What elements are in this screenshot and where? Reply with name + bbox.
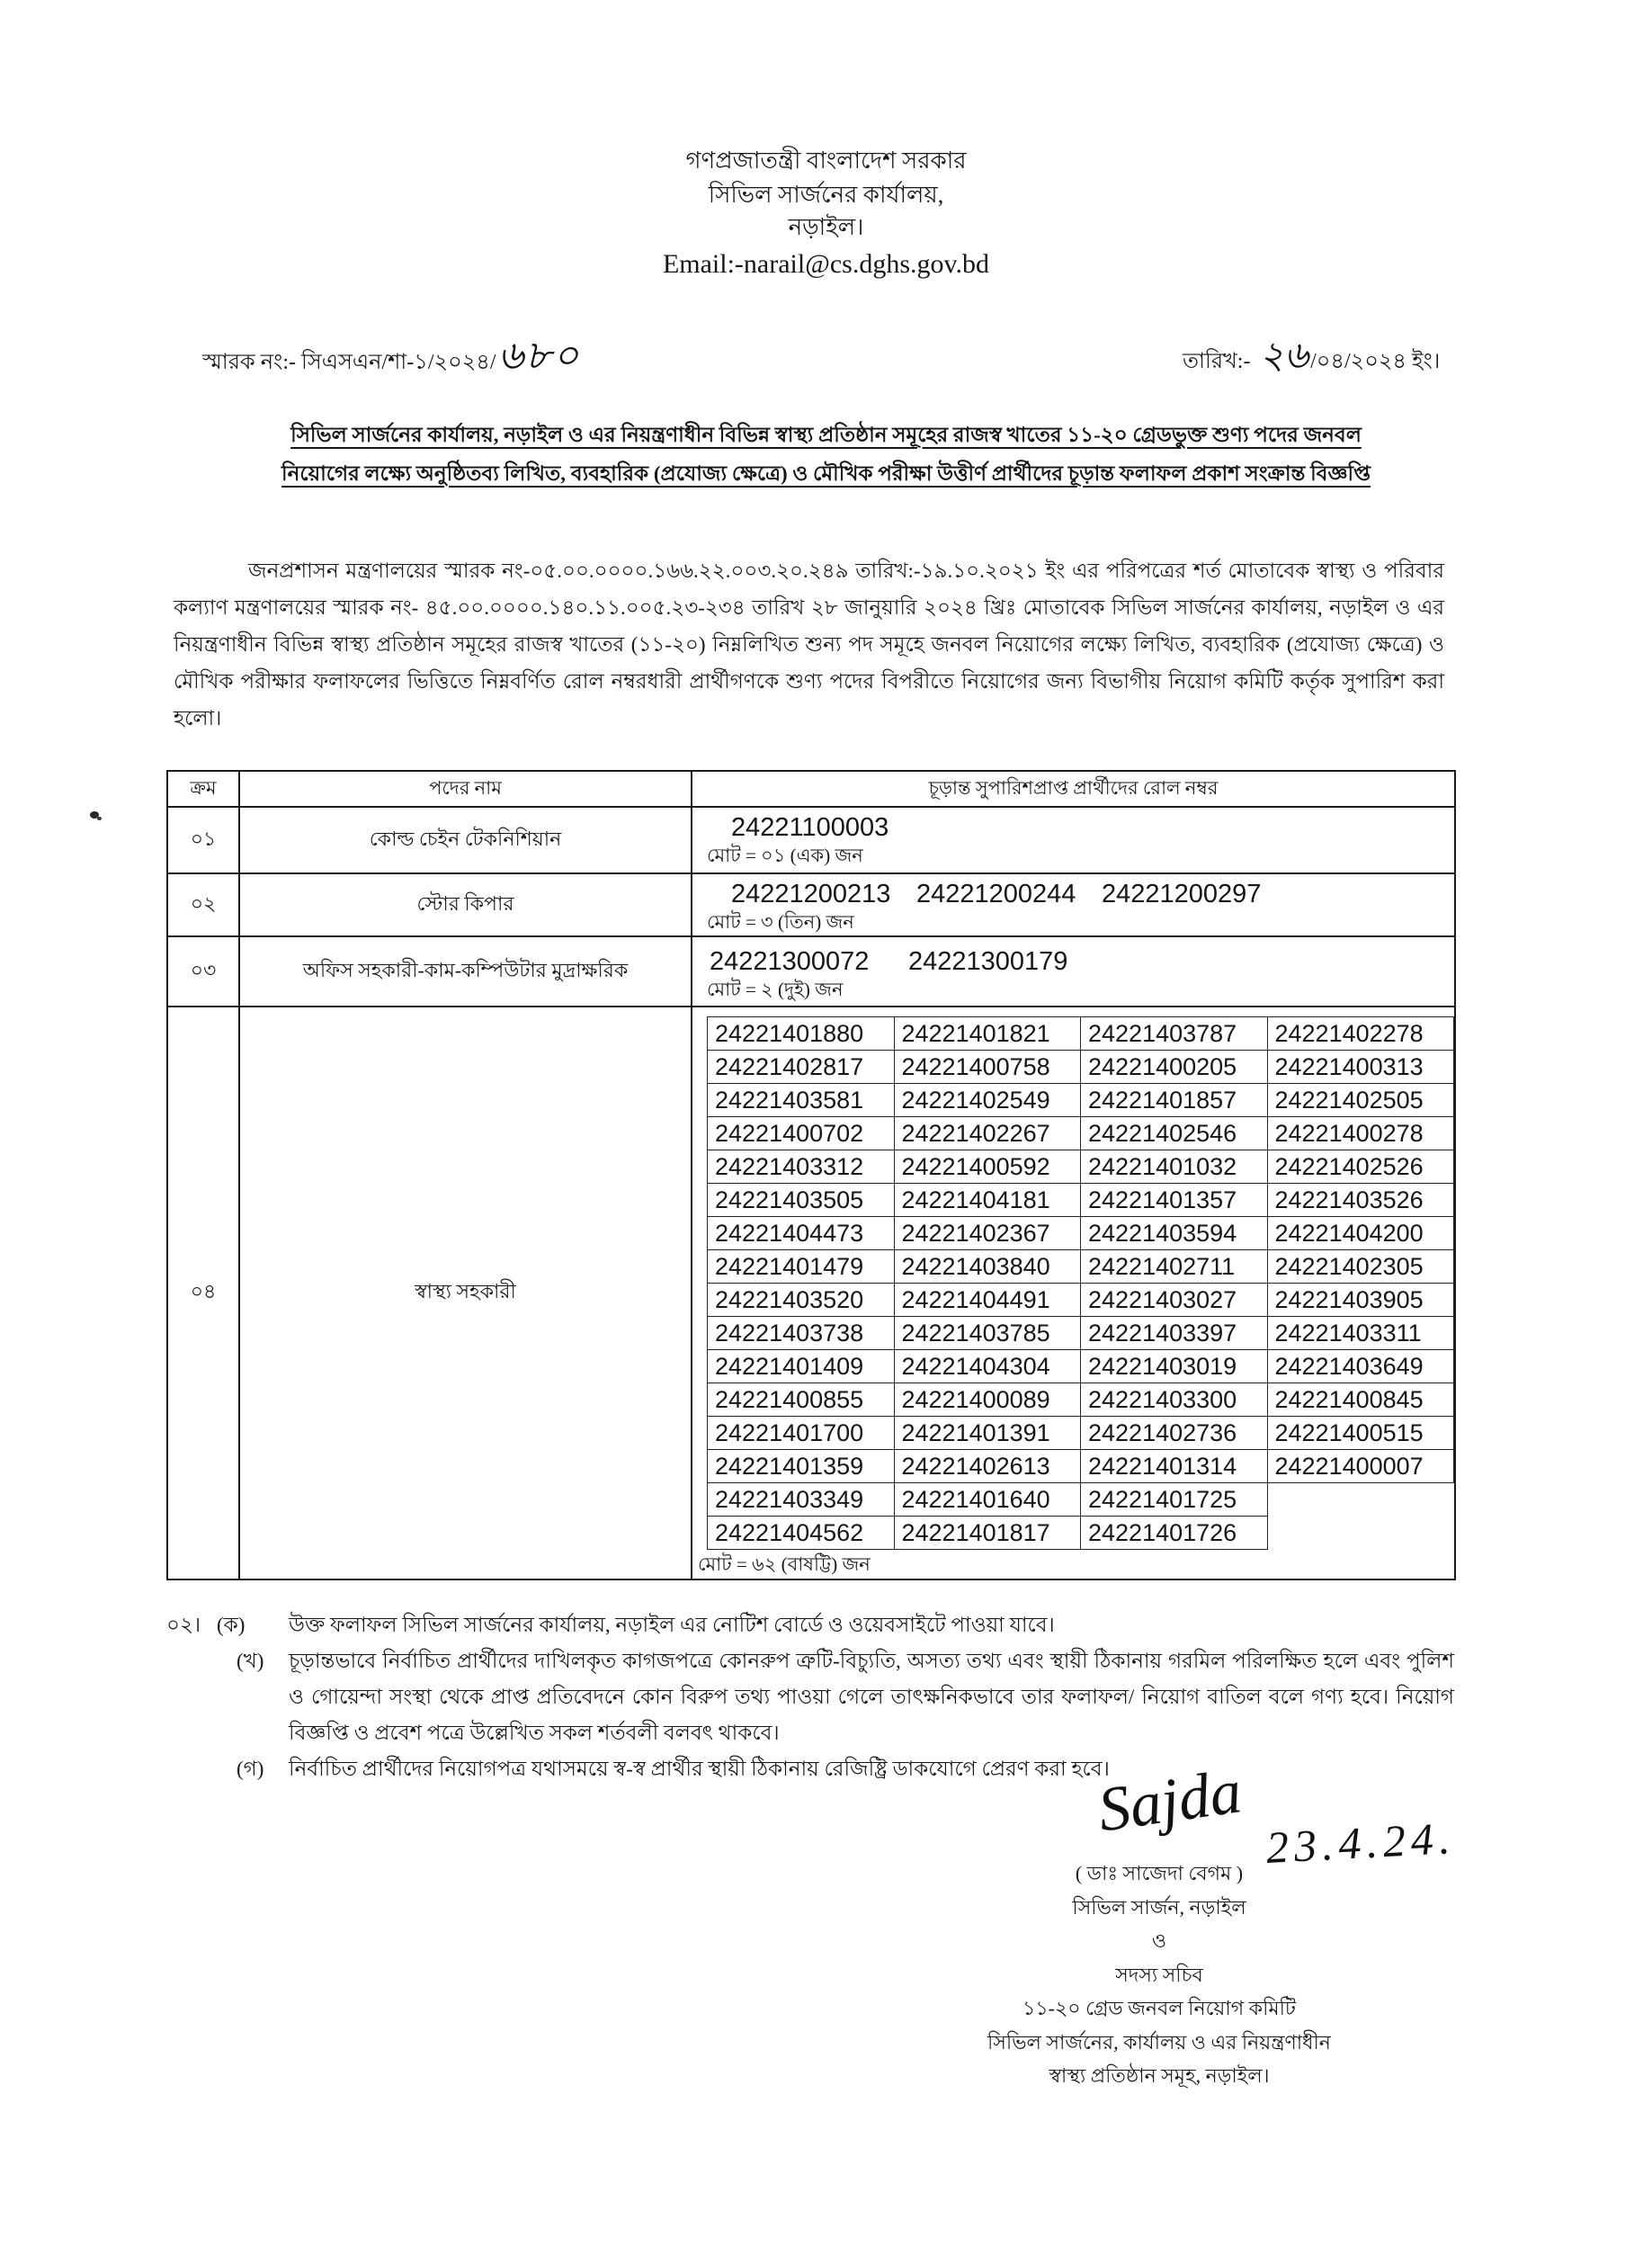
roll-number-cell: 24221402736 (1081, 1417, 1268, 1450)
roll-number-cell: 24221404200 (1267, 1217, 1454, 1250)
roll-number-cell: 24221400515 (1267, 1417, 1454, 1450)
roll-number-cell: 24221402505 (1267, 1084, 1454, 1117)
roll-number-cell: 24221400845 (1267, 1383, 1454, 1417)
roll-number-cell: 24221402549 (894, 1084, 1081, 1117)
row-rolls (692, 873, 1455, 936)
signatory-institutions: স্বাস্থ্য প্রতিষ্ঠান সমূহ, নড়াইল। (1049, 2064, 1270, 2087)
roll-grid-row (708, 1317, 1454, 1350)
handwritten-signature: Sajda (1094, 1757, 1246, 1846)
row-serial: ০১ (167, 807, 239, 873)
header-serial: ক্রম (167, 771, 239, 807)
roll-number: 24221200244 (916, 880, 1076, 908)
date-line (1183, 326, 1440, 376)
notes-section (166, 1607, 1454, 1787)
roll-list (707, 879, 1454, 909)
date-day-handwritten: ২৬ (1259, 336, 1309, 377)
roll-number-cell: 24221403397 (1081, 1317, 1268, 1350)
roll-grid-row (708, 1017, 1454, 1051)
memo-number-line (202, 326, 580, 376)
roll-number-cell: 24221400007 (1267, 1450, 1454, 1483)
row-rolls (692, 1007, 1455, 1579)
header-email: Email:-narail@cs.dghs.gov.bd (662, 249, 990, 279)
roll-number-cell: 24221403027 (1081, 1284, 1268, 1317)
roll-number-cell: 24221402817 (708, 1051, 895, 1084)
row-serial: ০৩ (167, 936, 239, 1007)
roll-number-cell: 24221401479 (708, 1250, 895, 1284)
roll-number-cell: 24221403312 (708, 1150, 895, 1184)
roll-number-cell: 24221401391 (894, 1417, 1081, 1450)
roll-number-cell: 24221403349 (708, 1483, 895, 1517)
memo-label: স্মারক নং:- সিএসএন/শা-১/২০২৪/ (202, 351, 496, 374)
note-item (166, 1607, 1454, 1643)
table-row (167, 1007, 1455, 1579)
roll-number-cell: 24221401880 (708, 1017, 895, 1051)
roll-grid-row (708, 1184, 1454, 1217)
roll-number-cell: 24221400278 (1267, 1117, 1454, 1150)
note-text: চূড়ান্তভাবে নির্বাচিত প্রার্থীদের দাখিলকৃত কাগজপত্রে কোনরুপ ত্রুটি-বিচ্যুতি, অসত্য তথ্য এবং স্থায়ী ঠিকানায় গরমিল পরিলক্ষিত হলে এবং পুলিশ ও গোয়েন্দা সংস্থা থেকে প্রাপ্ত প্রতিবেদনে কোন বিরুপ তথ্য পাওয়া গেলে তাৎক্ষনিকভাবে তার ফলাফল/ নিয়োগ বাতিল বলে গণ্য হবে। নিয়োগ বিজ্ঞপ্তি ও প্রবেশ পত্রে উল্লেখিত সকল শর্তবলী বলবৎ থাকবে। (289, 1650, 1454, 1744)
row-post: স্বাস্থ্য সহকারী (239, 1007, 692, 1579)
roll-number-cell: 24221403526 (1267, 1184, 1454, 1217)
notice-title (135, 416, 1517, 493)
table-row (167, 936, 1455, 1007)
roll-grid-row (708, 1350, 1454, 1383)
roll-grid-row (708, 1084, 1454, 1117)
title-line-2: নিয়োগের লক্ষ্যে অনুষ্ঠিতব্য লিখিত, ব্যবহারিক (প্রযোজ্য ক্ষেত্রে) ও মৌখিক পরীক্ষা উত্তীর্ণ প্রার্থীদের চূড়ান্ত ফলাফল প্রকাশ সংক্রান্ত বিজ্ঞপ্তি (281, 462, 1371, 485)
header-post: পদের নাম (239, 771, 692, 807)
roll-grid-row (708, 1383, 1454, 1417)
roll-number: 24221300072 (710, 947, 870, 976)
roll-number-cell: 24221403738 (708, 1317, 895, 1350)
header-district: নড়াইল। (788, 214, 864, 240)
roll-number-cell: 24221401817 (894, 1517, 1081, 1550)
roll-number: 24221200297 (1102, 880, 1262, 908)
row-rolls (692, 936, 1455, 1007)
signatory-office: সিভিল সার্জনের, কার্যালয় ও এর নিয়ন্ত্রণাধীন (987, 2030, 1331, 2054)
roll-number-cell: 24221402367 (894, 1217, 1081, 1250)
note-text: নির্বাচিত প্রার্থীদের নিয়োগপত্র যথাসময়ে স্ব-স্ব প্রার্থীর স্থায়ী ঠিকানায় রেজিষ্ট্রি ডাকযোগে প্রেরণ করা হবে। (289, 1758, 1110, 1780)
roll-number-cell: 24221401357 (1081, 1184, 1268, 1217)
table-row (167, 873, 1455, 936)
signatory-name: ( ডাঃ সাজেদা বেগম ) (1075, 1862, 1244, 1884)
note-marker: (ক) (217, 1614, 246, 1636)
signatory-role: সদস্য সচিব (1115, 1963, 1203, 1986)
roll-grid-row (708, 1483, 1454, 1517)
roll-number-cell: 24221400313 (1267, 1051, 1454, 1084)
roll-number-cell: 24221403520 (708, 1284, 895, 1317)
row-total: মোট = ০১ (এক) জন (707, 845, 863, 866)
roll-number-cell: 24221404562 (708, 1517, 895, 1550)
note-marker: (খ) (237, 1650, 264, 1672)
results-table (166, 770, 1456, 1580)
roll-number-grid (707, 1016, 1454, 1550)
row-serial: ০৪ (167, 1007, 239, 1579)
roll-number-cell: 24221403840 (894, 1250, 1081, 1284)
roll-number-cell: 24221402546 (1081, 1117, 1268, 1150)
table-row (167, 807, 1455, 873)
row-rolls (692, 807, 1455, 873)
signatory-committee: ১১-২০ গ্রেড জনবল নিয়োগ কমিটি (1022, 1997, 1296, 2019)
roll-number-cell: 24221401359 (708, 1450, 895, 1483)
roll-grid-row (708, 1450, 1454, 1483)
roll-number-cell: 24221400702 (708, 1117, 895, 1150)
roll-number-cell: 24221403505 (708, 1184, 895, 1217)
row-serial: ০২ (167, 873, 239, 936)
roll-number-cell: 24221403311 (1267, 1317, 1454, 1350)
roll-number-cell: 24221402711 (1081, 1250, 1268, 1284)
ink-blot-small (97, 817, 102, 820)
date-label: তারিখ:- (1183, 350, 1251, 373)
row-total: মোট = ৩ (তিন) জন (707, 911, 854, 933)
roll-number-cell: 24221404181 (894, 1184, 1081, 1217)
roll-list (707, 812, 1454, 843)
roll-number-cell: 24221402613 (894, 1450, 1081, 1483)
date-rest: /০৪/২০২৪ ইং। (1310, 350, 1441, 373)
roll-grid-row (708, 1517, 1454, 1550)
row-post: স্টোর কিপার (239, 873, 692, 936)
header-office: সিভিল সার্জনের কার্যালয়, (708, 182, 944, 208)
roll-number-cell: 24221402278 (1267, 1017, 1454, 1051)
title-line-1: সিভিল সার্জনের কার্যালয়, নড়াইল ও এর নিয়ন্ত্রণাধীন বিভিন্ন স্বাস্থ্য প্রতিষ্ঠান সমূহের রাজস্ব খাতের ১১-২০ গ্রেডভুক্ত শুণ্য পদের জনবল (290, 424, 1362, 446)
roll-number-cell: 24221400592 (894, 1150, 1081, 1184)
handwritten-signature-date: 23.4.24. (1264, 1812, 1457, 1873)
empty-cell (1267, 1517, 1454, 1550)
roll-number-cell: 24221401314 (1081, 1450, 1268, 1483)
note-text: উক্ত ফলাফল সিভিল সার্জনের কার্যালয়, নড়াইল এর নোটিশ বোর্ডে ও ওয়েবসাইটে পাওয়া যাবে। (289, 1614, 1055, 1636)
roll-number-cell: 24221402305 (1267, 1250, 1454, 1284)
roll-number-cell: 24221403300 (1081, 1383, 1268, 1417)
row-post: কোল্ড চেইন টেকনিশিয়ান (239, 807, 692, 873)
signatory-conjunction: ও (1151, 1929, 1167, 1952)
roll-number-cell: 24221401640 (894, 1483, 1081, 1517)
roll-number-cell: 24221404491 (894, 1284, 1081, 1317)
roll-grid-row (708, 1417, 1454, 1450)
roll-number: 24221300179 (908, 947, 1068, 976)
roll-number-cell: 24221403785 (894, 1317, 1081, 1350)
roll-number-cell: 24221403787 (1081, 1017, 1268, 1051)
signatory-block (934, 1857, 1384, 2093)
roll-number-cell: 24221401726 (1081, 1517, 1268, 1550)
memo-number-handwritten: ৬৮০ (497, 334, 581, 378)
roll-number-cell: 24221401725 (1081, 1483, 1268, 1517)
roll-number-cell: 24221402267 (894, 1117, 1081, 1150)
note-marker: (গ) (237, 1758, 264, 1780)
roll-number-cell: 24221401409 (708, 1350, 895, 1383)
row-post: অফিস সহকারী-কাম-কম্পিউটার মুদ্রাক্ষরিক (239, 936, 692, 1007)
empty-cell (1267, 1483, 1454, 1517)
roll-number-cell: 24221402526 (1267, 1150, 1454, 1184)
roll-number: 24221200213 (731, 880, 891, 908)
roll-number-cell: 24221400205 (1081, 1051, 1268, 1084)
roll-number-cell: 24221400758 (894, 1051, 1081, 1084)
roll-number-cell: 24221403649 (1267, 1350, 1454, 1383)
note-item (166, 1643, 1454, 1751)
roll-number-cell: 24221404473 (708, 1217, 895, 1250)
roll-number-cell: 24221403594 (1081, 1217, 1268, 1250)
body-paragraph: জনপ্রশাসন মন্ত্রণালয়ের স্মারক নং-০৫.০০.০০০০.১৬৬.২২.০০৩.২০.২৪৯ তারিখ:-১৯.১০.২০২১ ইং এর পরিপত্রের শর্ত মোতাবেক স্বাস্থ্য ও পরিবার কল্যাণ মন্ত্রণালয়ের স্মারক নং- ৪৫.০০.০০০০.১৪০.১১.০০৫.২৩-২৩৪ তারিখ ২৮ জানুয়ারি ২০২৪ খ্রিঃ মোতাবেক সিভিল সার্জনের কার্যালয়, নড়াইল ও এর নিয়ন্ত্রণাধীন বিভিন্ন স্বাস্থ্য প্রতিষ্ঠান সমূহের রাজস্ব খাতের (১১-২০) নিম্নলিখিত শুন্য পদ সমূহে জনবল নিয়োগের লক্ষ্যে লিখিত, ব্যবহারিক (প্রযোজ্য ক্ষেত্রে) ও মৌখিক পরীক্ষার ফলাফলের ভিত্তিতে নিম্নবর্ণিত রোল নম্বরধারী প্রার্থীগণকে শুণ্য পদের বিপরীতে নিয়োগের জন্য বিভাগীয় নিয়োগ কমিটি কর্তৃক সুপারিশ করা হলো। (174, 559, 1444, 729)
header-rolls: চূড়ান্ত সুপারিশপ্রাপ্ত প্রার্থীদের রোল নম্বর (692, 771, 1455, 807)
roll-number-cell: 24221403905 (1267, 1284, 1454, 1317)
roll-number: 24221100003 (731, 813, 889, 842)
roll-grid-row (708, 1217, 1454, 1250)
roll-number-cell: 24221403581 (708, 1084, 895, 1117)
roll-number-cell: 24221404304 (894, 1350, 1081, 1383)
roll-number-cell: 24221400855 (708, 1383, 895, 1417)
roll-grid-row (708, 1284, 1454, 1317)
roll-number-cell: 24221401821 (894, 1017, 1081, 1051)
roll-number-cell: 24221401032 (1081, 1150, 1268, 1184)
roll-number-cell: 24221400089 (894, 1383, 1081, 1417)
roll-number-cell: 24221401700 (708, 1417, 895, 1450)
roll-grid-row (708, 1051, 1454, 1084)
roll-grid-row (708, 1150, 1454, 1184)
signatory-designation: সিভিল সার্জন, নড়াইল (1072, 1895, 1246, 1919)
table-header-row (167, 771, 1455, 807)
roll-number-cell: 24221401857 (1081, 1084, 1268, 1117)
note-prefix: ০২। (166, 1614, 201, 1636)
roll-list (707, 946, 1454, 977)
row-total: মোট = ৬২ (বাষট্টি) জন (698, 1553, 871, 1575)
roll-grid-row (708, 1250, 1454, 1284)
note-item (166, 1751, 1454, 1787)
row-total: মোট = ২ (দুই) জন (707, 979, 844, 1000)
roll-grid-row (708, 1117, 1454, 1150)
header-government: গণপ্রজাতন্ত্রী বাংলাদেশ সরকার (685, 148, 967, 174)
roll-number-cell: 24221403019 (1081, 1350, 1268, 1383)
